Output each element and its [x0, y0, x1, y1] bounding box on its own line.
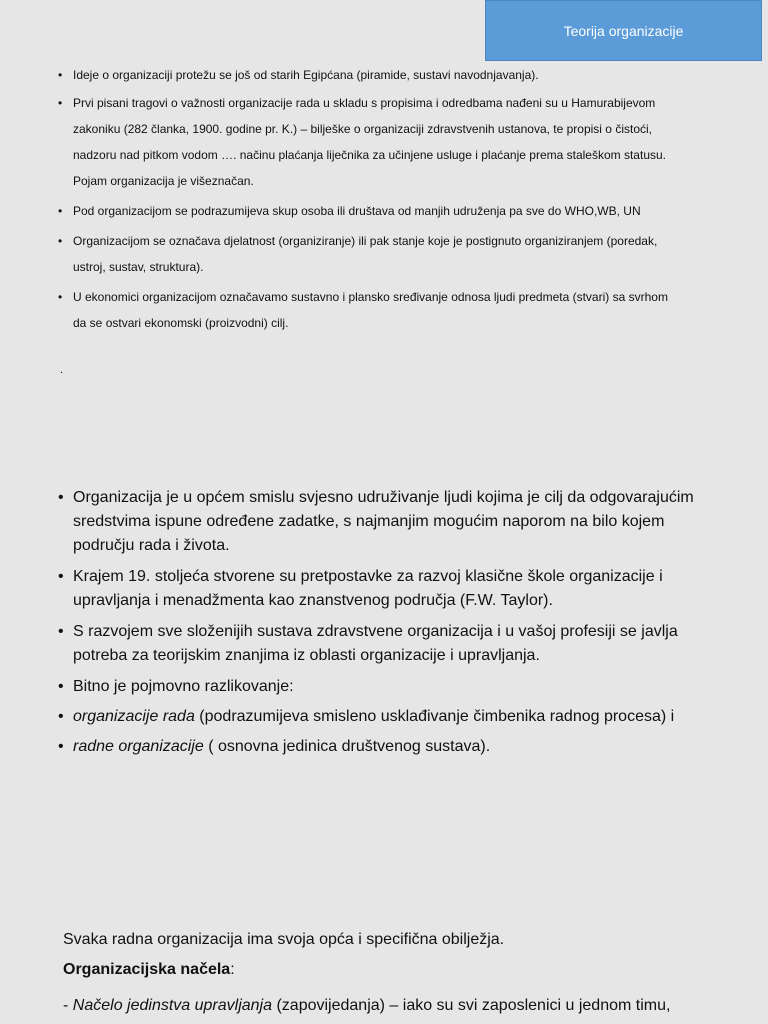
list-item: • Pod organizacijom se podrazumijeva skup osoba ili društava od manjih udruženja pa sve do WHO,WB, UN [55, 198, 715, 224]
list-item: • Organizacija je u općem smislu svjesno udruživanje ljudi kojima je cilj da odgovarajućim [55, 486, 725, 510]
paragraph-general-features: Svaka radna organizacija ima svoja opća i specifična obilježja. [63, 931, 505, 948]
bullet-icon: • [58, 738, 64, 755]
list-item: • Organizacijom se označava djelatnost (organiziranje) ili pak stanje koje je postignuto organiziranjem (poredak, [55, 228, 715, 254]
intro-bullet-list [55, 62, 715, 336]
list-item-continued: zakoniku (282 članka, 1900. godine pr. K.) – bilješke o organizaciji zdravstvenih ustanova, te propisi o čistoći, [73, 122, 652, 136]
list-item-continued: nadzoru nad pitkom vodom …. načinu plaćanja liječnika za učinjene usluge i plaćanje prema staleškom statusu. [73, 148, 666, 162]
bullet-icon: • [58, 623, 64, 640]
slide-title-box [485, 0, 762, 61]
bullet-icon: • [58, 68, 63, 82]
list-item-continued: sredstvima ispune određene zadatke, s najmanjim mogućim naporom na bilo kojem [73, 513, 665, 530]
bullet-icon: • [58, 96, 63, 110]
stray-dot: . [60, 364, 64, 376]
heading-organizational-principles: Organizacijska načela: [63, 961, 235, 978]
list-item: • Prvi pisani tragovi o važnosti organizacije rada u skladu s propisima i odredbama nađeni su u Hamurabijevom [55, 90, 715, 116]
bullet-icon: • [58, 290, 63, 304]
list-item: • radne organizacije ( osnovna jedinica društvenog sustava). [55, 735, 725, 759]
slide-title: Teorija organizacije [563, 22, 684, 39]
list-item: • Bitno je pojmovno razlikovanje: [55, 675, 725, 699]
main-bullet-list [55, 486, 725, 759]
list-item: • organizacije rada (podrazumijeva smisleno usklađivanje čimbenika radnog procesa) i [55, 705, 725, 729]
principle-item: - Načelo jedinstva upravljanja (zapovijedanja) – iako su svi zaposlenici u jednom timu, [63, 997, 671, 1014]
bullet-icon: • [58, 568, 64, 585]
list-item-continued: da se ostvari ekonomski (proizvodni) cilj. [73, 316, 289, 330]
list-item: • Krajem 19. stoljeća stvorene su pretpostavke za razvoj klasične škole organizacije i [55, 565, 725, 589]
list-item: • Ideje o organizaciji protežu se još od starih Egipćana (piramide, sustavi navodnjavanja). [55, 62, 715, 88]
list-item-continued: Pojam organizacija je višeznačan. [73, 174, 254, 188]
list-item: • U ekonomici organizacijom označavamo sustavno i plansko sređivanje odnosa ljudi predmeta (stvari) sa svrhom [55, 284, 715, 310]
bullet-icon: • [58, 489, 64, 506]
list-item-continued: potreba za teorijskim znanjima iz oblasti organizacije i upravljanja. [73, 647, 540, 664]
list-item-continued: ustroj, sustav, struktura). [73, 260, 204, 274]
bullet-icon: • [58, 234, 63, 248]
bullet-icon: • [58, 678, 64, 695]
list-item: • S razvojem sve složenijih sustava zdravstvene organizacija i u vašoj profesiji se javlja [55, 620, 725, 644]
list-item-continued: upravljanja i menadžmenta kao znanstvenog područja (F.W. Taylor). [73, 592, 553, 609]
bullet-icon: • [58, 204, 63, 218]
bullet-icon: • [58, 708, 64, 725]
list-item-continued: području rada i života. [73, 537, 230, 554]
